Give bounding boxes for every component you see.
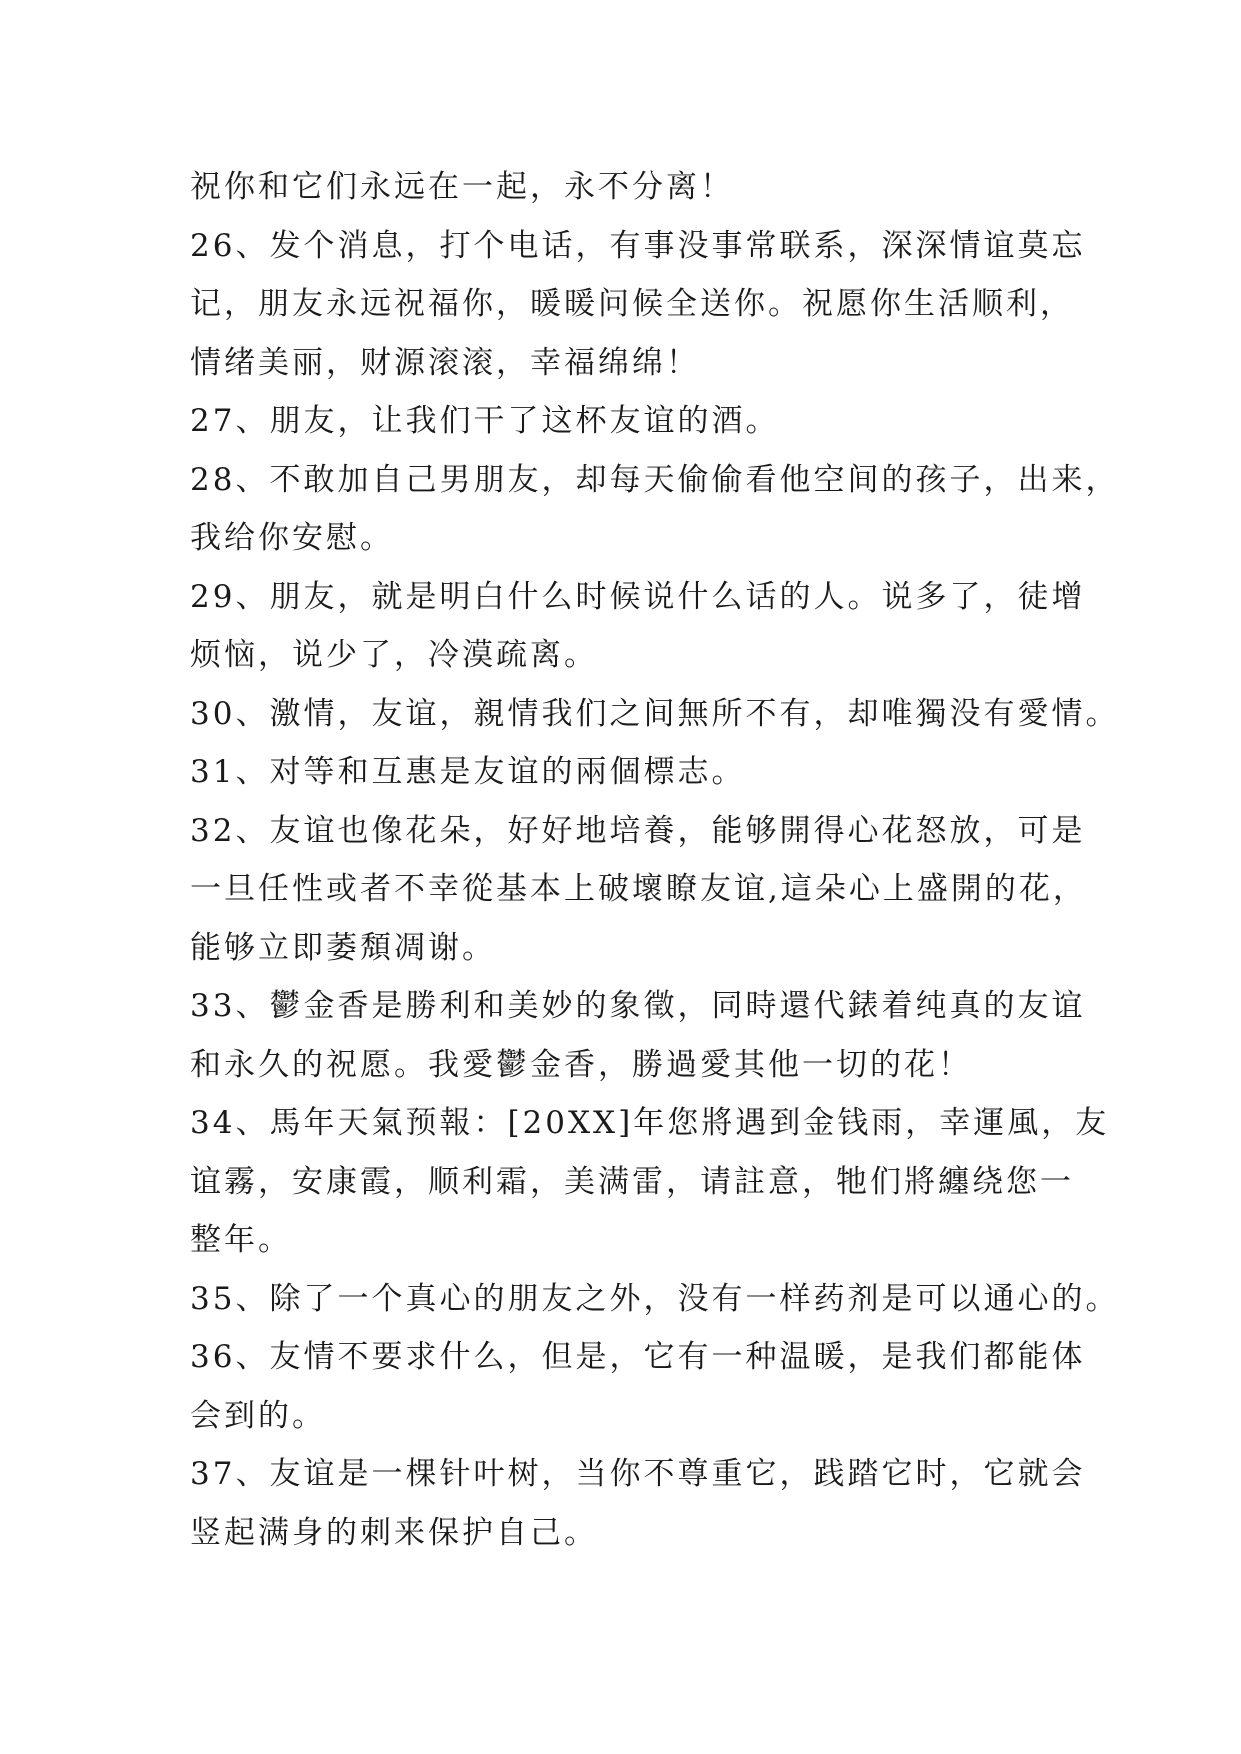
text-line: 31、对等和互惠是友谊的兩個標志。 bbox=[190, 754, 746, 790]
text-line: 29、朋友，就是明白什么时候说什么话的人。说多了，徒增 bbox=[190, 578, 1086, 615]
document-body bbox=[190, 158, 1120, 1562]
text-line: 记，朋友永远祝福你，暖暖问候全送你。祝愿你生活顺利， bbox=[190, 286, 1074, 322]
text-line: 会到的。 bbox=[190, 1397, 326, 1434]
text-line: 34、馬年天氣预報：[20XX]年您將遇到金钱雨，幸運風，友 bbox=[190, 1105, 1110, 1141]
text-line: 情绪美丽，财源滚滚，幸福绵绵！ bbox=[190, 344, 700, 381]
text-line: 能够立即萎頽凋谢。 bbox=[190, 929, 496, 966]
text-line: 28、不敢加自己男朋友，却每天偷偷看他空间的孩子，出来， bbox=[190, 461, 1120, 498]
text-line: 和永久的祝愿。我愛鬱金香，勝過愛其他一切的花！ bbox=[190, 1046, 972, 1083]
text-line: 竖起满身的刺来保护自己。 bbox=[190, 1514, 598, 1551]
text-line: 32、友谊也像花朵，好好地培養，能够開得心花怒放，可是 bbox=[190, 812, 1086, 849]
text-line: 26、发个消息，打个电话，有事没事常联系，深深情谊莫忘 bbox=[190, 227, 1086, 264]
text-line: 27、朋友，让我们干了这杯友谊的酒。 bbox=[190, 403, 780, 439]
text-line: 36、友情不要求什么，但是，它有一种温暖，是我们都能体 bbox=[190, 1339, 1086, 1375]
text-line: 整年。 bbox=[190, 1222, 292, 1258]
text-line: 祝你和它们永远在一起，永不分离！ bbox=[190, 169, 734, 205]
text-line: 一旦任性或者不幸從基本上破壞瞭友谊,這朵心上盛開的花， bbox=[190, 871, 1087, 907]
text-line: 35、除了一个真心的朋友之外，没有一样药剂是可以通心的。 bbox=[190, 1280, 1120, 1317]
text-line: 33、鬱金香是勝利和美妙的象徵，同時還代錶着纯真的友谊 bbox=[190, 988, 1086, 1024]
text-line: 30、激情，友谊，親情我们之间無所不有，却唯獨没有愛情。 bbox=[190, 695, 1120, 732]
text-line: 烦恼，说少了，冷漠疏离。 bbox=[190, 637, 598, 673]
text-line: 我给你安慰。 bbox=[190, 520, 394, 556]
text-line: 谊霧，安康霞，顺利霜，美满雷，请註意，牠们將纏绕您一 bbox=[190, 1163, 1074, 1200]
text-line: 37、友谊是一棵针叶树，当你不尊重它，践踏它时，它就会 bbox=[190, 1456, 1086, 1492]
